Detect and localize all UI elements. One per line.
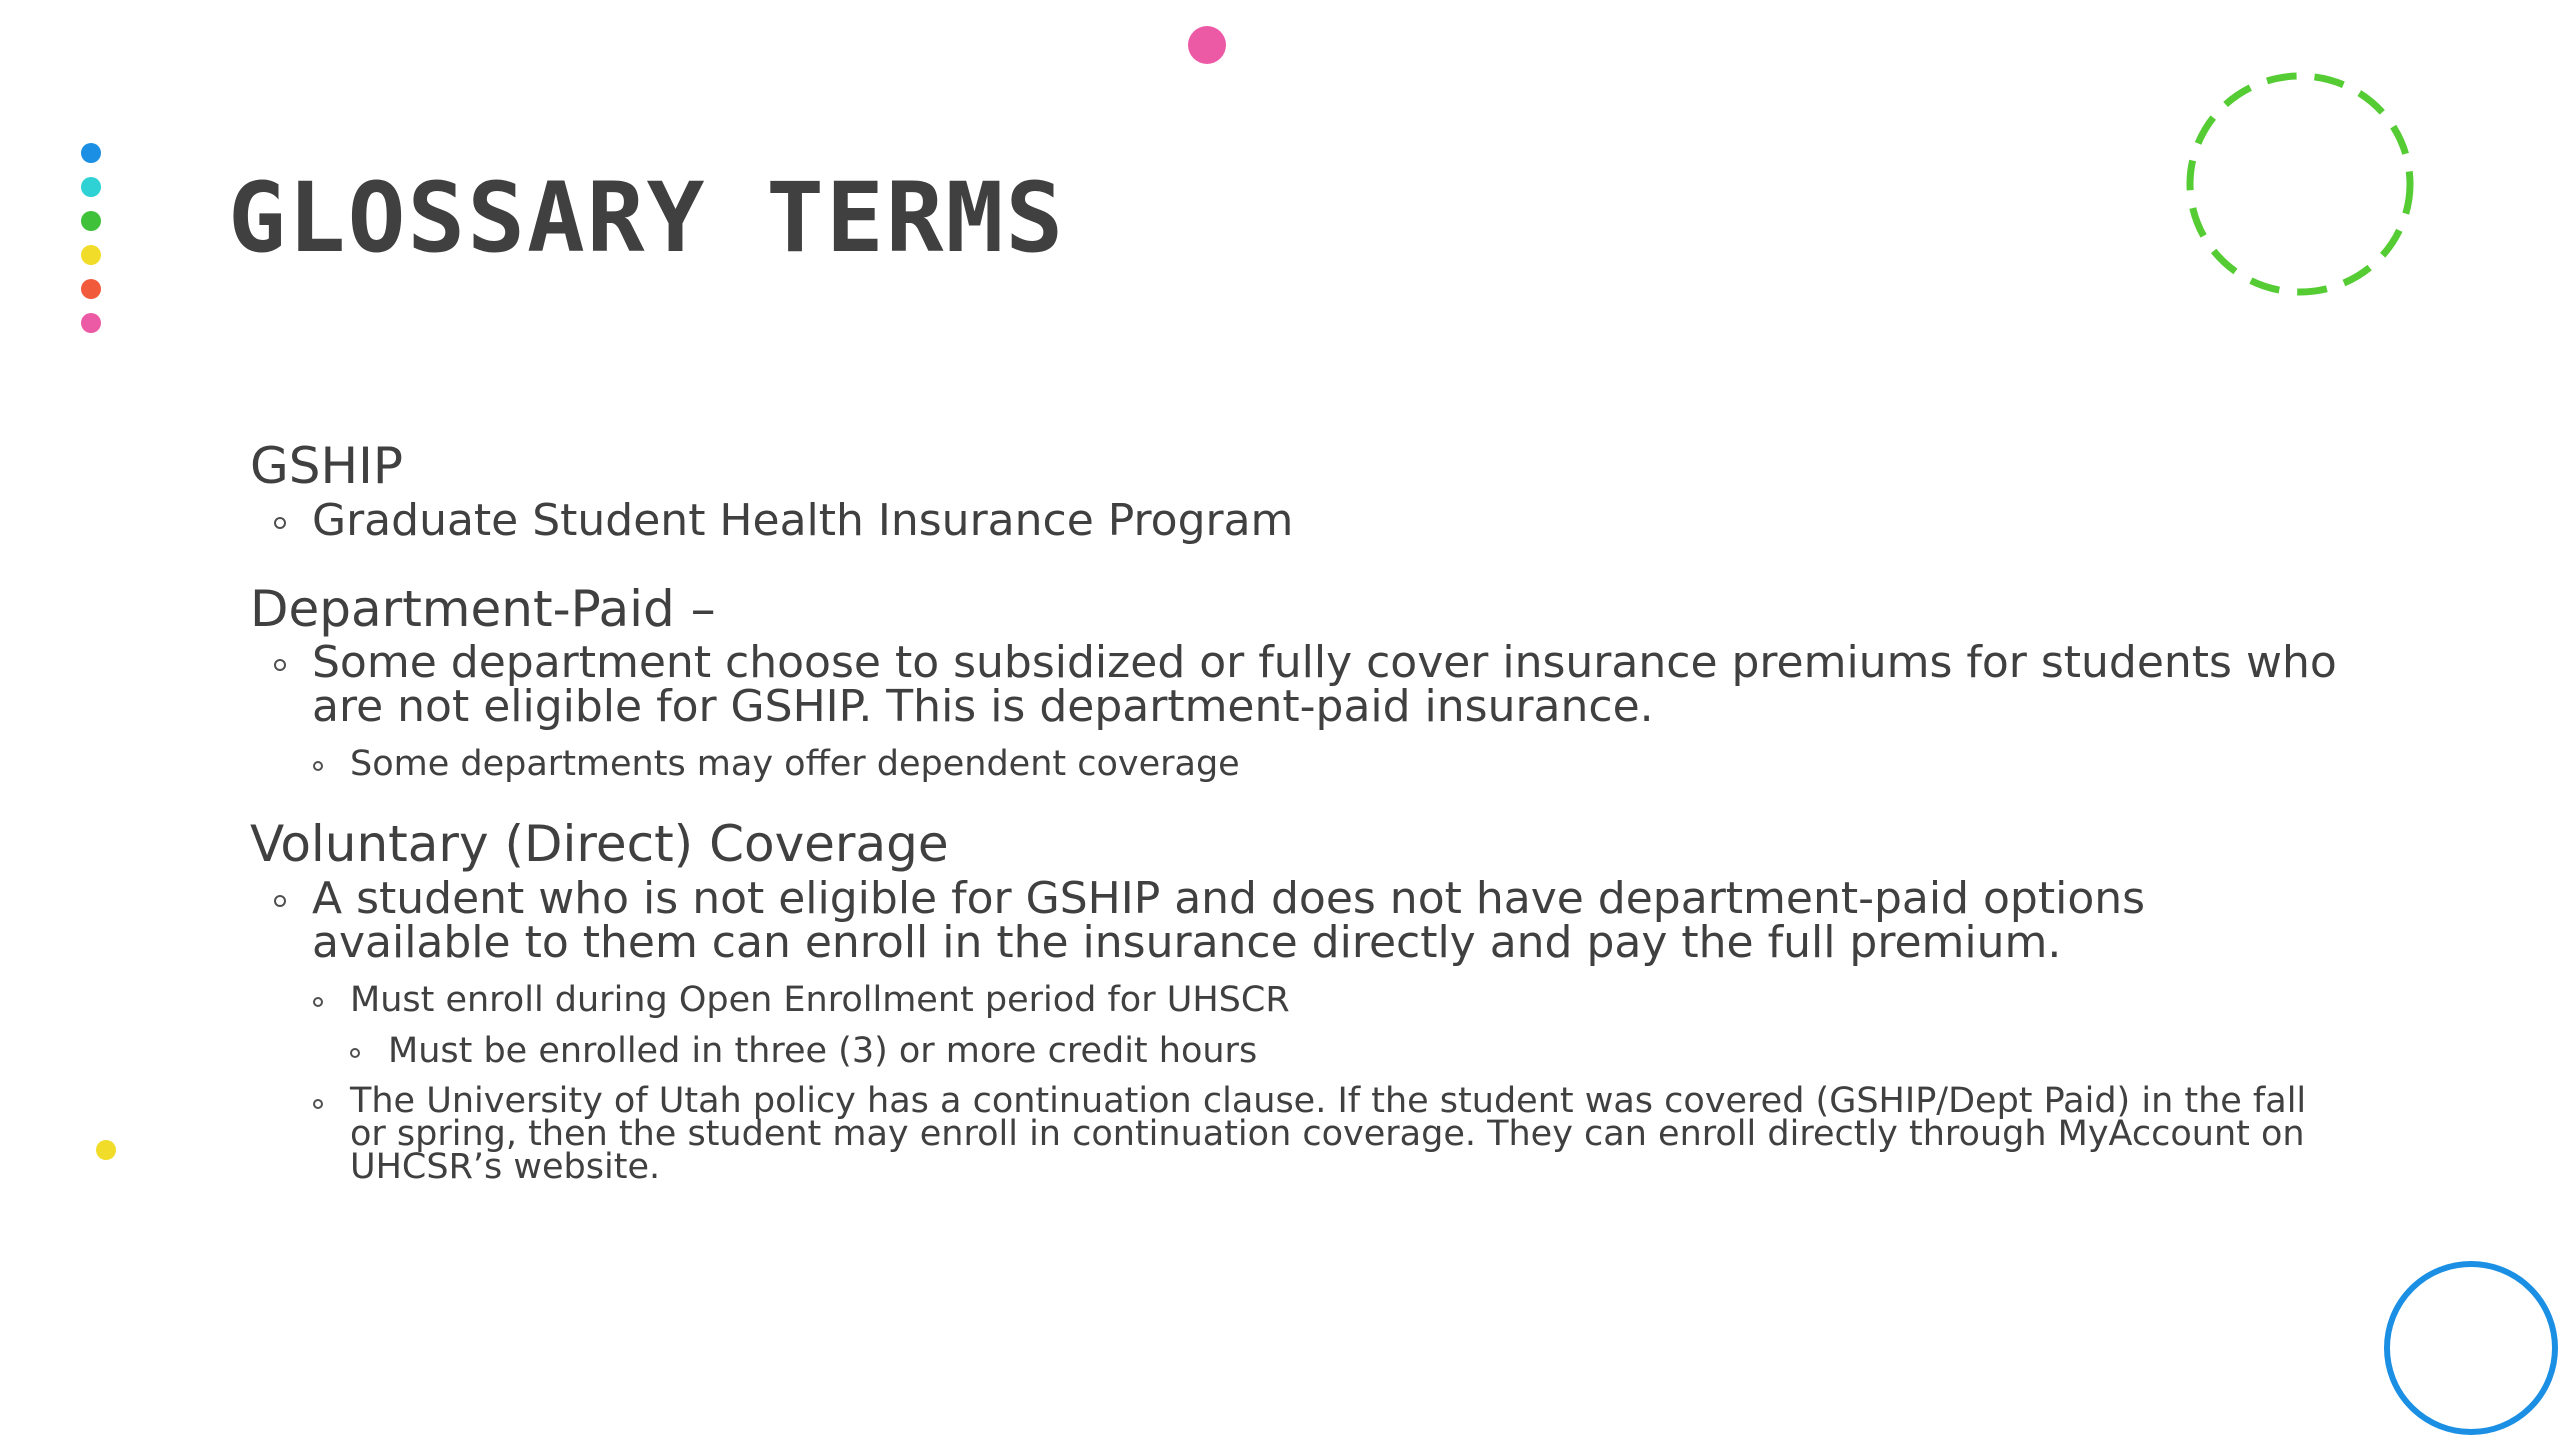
pink-dot-decoration <box>1188 26 1226 64</box>
sub-bullet-open-enrollment: Must enroll during Open Enrollment period for UHSCR <box>250 983 2350 1018</box>
definition-voluntary-coverage: A student who is not eligible for GSHIP and does not have department-paid options available to them can enroll in the insurance directly and pay the full premium. <box>250 877 2350 965</box>
dashed-green-ring-decoration <box>2180 68 2420 300</box>
yellow-dot-decoration-lower <box>96 1140 116 1160</box>
glossary-content <box>250 437 2350 1187</box>
term-voluntary-coverage: Voluntary (Direct) Coverage <box>250 815 949 873</box>
definition-department-paid: Some department choose to subsidized or fully cover insurance premiums for students who are not eligible for GSHIP. This is department-paid insurance. <box>250 641 2350 729</box>
nested-bullet-credit-hours: Must be enrolled in three (3) or more credit hours <box>250 1034 2350 1069</box>
sub-bullet-dependent-coverage: Some departments may offer dependent coverage <box>250 747 2350 782</box>
blue-ring-decoration <box>2383 1258 2560 1440</box>
yellow-dot-decoration <box>81 245 101 265</box>
cyan-dot-decoration <box>81 177 101 197</box>
slide-title: GLOSSARY TERMS <box>228 162 1066 274</box>
pink-small-dot-decoration <box>81 313 101 333</box>
blue-dot-decoration <box>81 143 101 163</box>
orange-dot-decoration <box>81 279 101 299</box>
sub-bullet-continuation-clause: The University of Utah policy has a continuation clause. If the student was covered (GSHIP/Dept Paid) in the fall or spring, then the student may enroll in continuation coverage. They can enroll directly through MyAccount on UHCSR’s website. <box>250 1085 2350 1184</box>
term-gship: GSHIP <box>250 437 403 495</box>
term-department-paid: Department-Paid – <box>250 579 716 638</box>
green-dot-decoration <box>81 211 101 231</box>
definition-gship: Graduate Student Health Insurance Program <box>250 499 2350 543</box>
